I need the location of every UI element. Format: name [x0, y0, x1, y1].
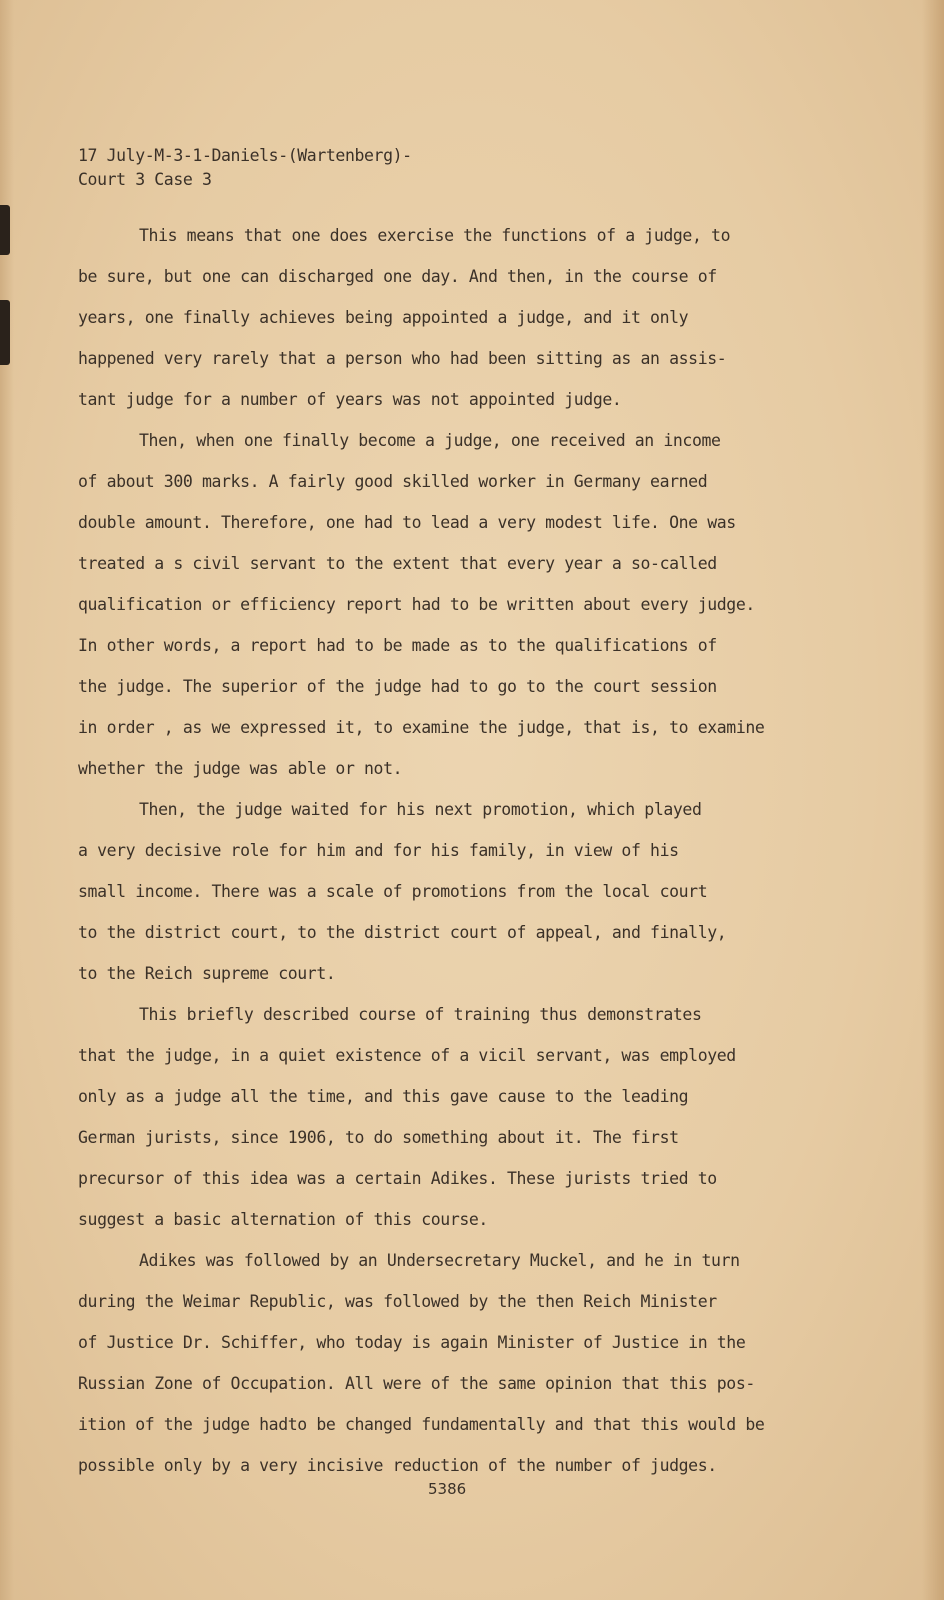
text-line: that the judge, in a quiet existence of a vicil servant, was employed: [78, 1046, 736, 1065]
text-line: a very decisive role for him and for his family, in view of his: [78, 841, 679, 860]
paragraph: [78, 1003, 818, 1249]
text-line: ition of the judge hadto be changed fundamentally and that this would be: [78, 1415, 765, 1434]
page-number: 5386: [428, 1480, 467, 1498]
text-line: whether the judge was able or not.: [78, 759, 403, 778]
text-line: Then, when one finally become a judge, one received an income: [139, 431, 721, 450]
paragraph: [78, 1249, 818, 1495]
paragraph: [78, 429, 818, 798]
text-line: tant judge for a number of years was not appointed judge.: [78, 390, 622, 409]
text-line: In other words, a report had to be made as to the qualifications of: [78, 636, 717, 655]
text-line: during the Weimar Republic, was followed by the then Reich Minister: [78, 1292, 717, 1311]
text-line: possible only by a very incisive reduction of the number of judges.: [78, 1456, 717, 1475]
header-line: 17 July-M-3-1-Daniels-(Wartenberg)-: [78, 146, 412, 165]
text-line: the judge. The superior of the judge had to go to the court session: [78, 677, 717, 696]
paragraph: [78, 798, 818, 1003]
page-right-edge: [922, 0, 944, 1600]
document-header: [78, 144, 412, 192]
text-line: happened very rarely that a person who had been sitting as an assis-: [78, 349, 727, 368]
text-line: This briefly described course of training thus demonstrates: [139, 1005, 702, 1024]
text-line: in order , as we expressed it, to examine the judge, that is, to examine: [78, 718, 765, 737]
text-line: be sure, but one can discharged one day. And then, in the course of: [78, 267, 717, 286]
text-line: qualification or efficiency report had to be written about every judge.: [78, 595, 755, 614]
text-line: to the district court, to the district court of appeal, and finally,: [78, 923, 727, 942]
header-line: Court 3 Case 3: [78, 170, 212, 189]
text-line: Then, the judge waited for his next promotion, which played: [139, 800, 702, 819]
text-line: suggest a basic alternation of this course.: [78, 1210, 488, 1229]
binding-hole-mark: [0, 300, 10, 365]
text-line: years, one finally achieves being appointed a judge, and it only: [78, 308, 689, 327]
text-line: double amount. Therefore, one had to lead a very modest life. One was: [78, 513, 736, 532]
document-body: [78, 224, 818, 1495]
text-line: only as a judge all the time, and this gave cause to the leading: [78, 1087, 689, 1106]
text-line: to the Reich supreme court.: [78, 964, 336, 983]
text-line: This means that one does exercise the functions of a judge, to: [139, 226, 731, 245]
text-line: treated a s civil servant to the extent that every year a so-called: [78, 554, 717, 573]
binding-hole-mark: [0, 205, 10, 255]
text-line: of Justice Dr. Schiffer, who today is again Minister of Justice in the: [78, 1333, 746, 1352]
text-line: Adikes was followed by an Undersecretary Muckel, and he in turn: [139, 1251, 740, 1270]
text-line: precursor of this idea was a certain Adikes. These jurists tried to: [78, 1169, 717, 1188]
text-line: Russian Zone of Occupation. All were of the same opinion that this pos-: [78, 1374, 755, 1393]
text-line: German jurists, since 1906, to do something about it. The first: [78, 1128, 679, 1147]
text-line: of about 300 marks. A fairly good skilled worker in Germany earned: [78, 472, 708, 491]
paragraph: [78, 224, 818, 429]
text-line: small income. There was a scale of promotions from the local court: [78, 882, 708, 901]
